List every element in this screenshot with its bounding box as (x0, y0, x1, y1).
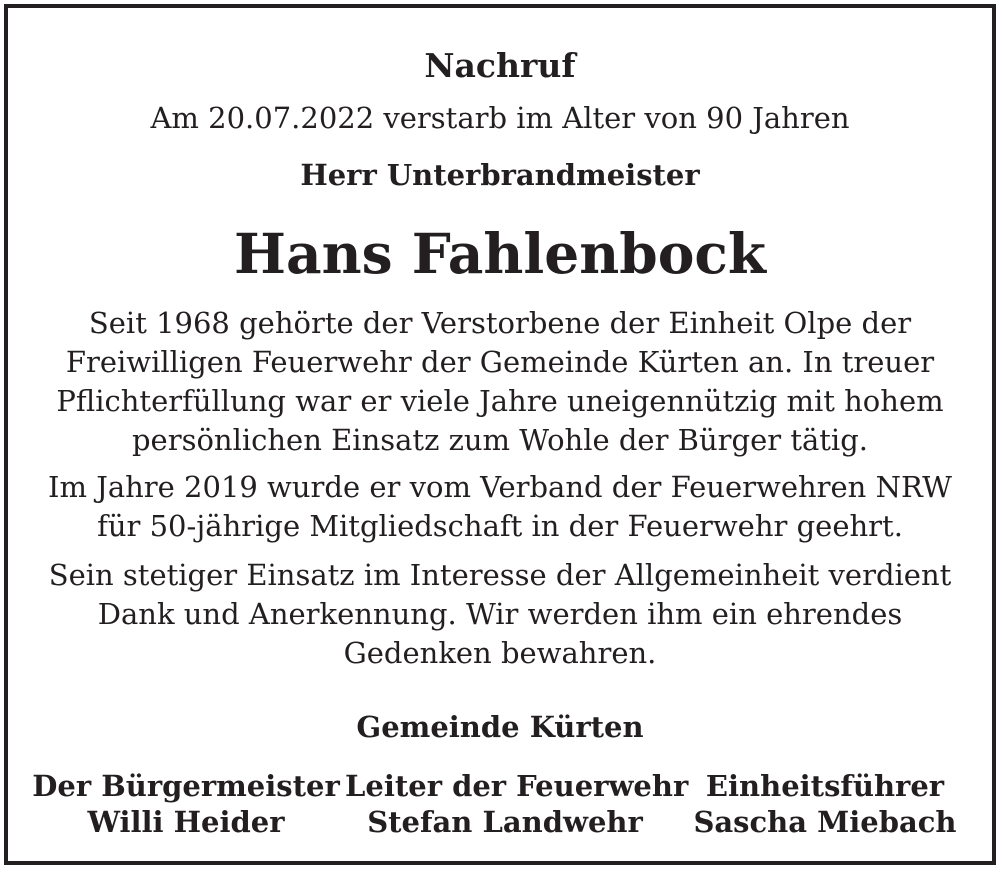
honor-paragraph: Im Jahre 2019 wurde er vom Verband der Feuerwehren NRW für 50-jährige Mitgliedschaft in der Feuerwehr geehrt. (48, 470, 952, 543)
signatory-role: Leiter der Feuerwehr (345, 769, 689, 803)
death-date-line: Am 20.07.2022 verstarb im Alter von 90 Jahren (150, 101, 850, 135)
signatory-role: Einheitsführer (705, 769, 945, 803)
signatory-fire-chief (345, 768, 689, 840)
signatory-unit-leader (665, 768, 985, 840)
obituary-notice (4, 4, 996, 865)
tribute-paragraph: Seit 1968 gehörte der Verstorbene der Einheit Olpe der Freiwilligen Feuerwehr der Gemeinde Kürten an. In treuer Pflichterfüllung war er viele Jahre uneigennützig mit hohem persönlichen Einsatz zum Wohle der Bürger tätig. (56, 306, 944, 457)
signatory-name: Willi Heider (87, 805, 285, 839)
signatory-mayor (26, 768, 346, 840)
signatory-role: Der Bürgermeister (32, 769, 340, 803)
organization-name: Gemeinde Kürten (356, 710, 644, 744)
deceased-name: Hans Fahlenbock (234, 221, 766, 286)
notice-heading: Nachruf (424, 46, 576, 85)
signatory-name: Sascha Miebach (693, 805, 957, 839)
deceased-rank: Herr Unterbrandmeister (300, 158, 700, 192)
closing-paragraph: Sein stetiger Einsatz im Interesse der Allgemeinheit verdient Dank und Anerkennung. Wir werden ihm ein ehrendes Gedenken bewahren. (48, 558, 952, 670)
signatory-name: Stefan Landwehr (367, 805, 643, 839)
